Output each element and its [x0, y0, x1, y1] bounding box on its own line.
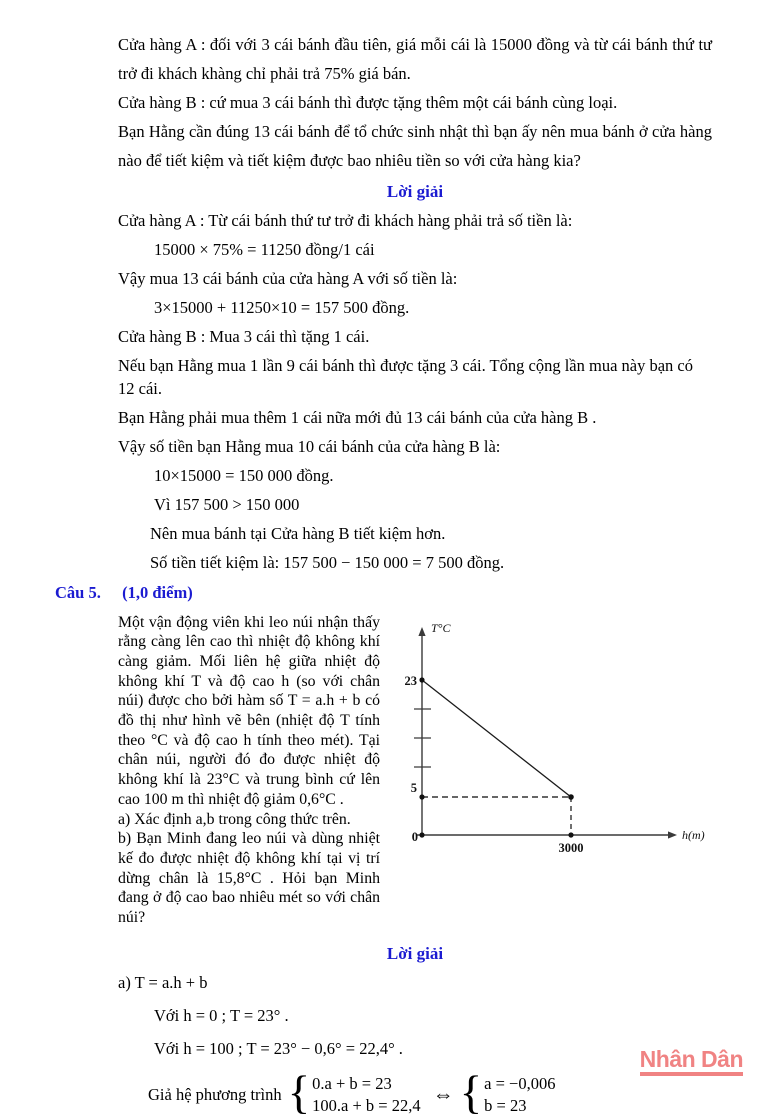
solution-line: Nếu bạn Hằng mua 1 lần 9 cái bánh thì được tặng 3 cái. Tổng cộng lần mua này bạn có 12 cái.: [118, 356, 693, 398]
question5-part-a: a) Xác định a,b trong công thức trên.: [118, 810, 351, 828]
solution-line: Vậy mua 13 cái bánh của cửa hàng A với số tiền là:: [118, 269, 458, 288]
solution-line: Bạn Hằng phải mua thêm 1 cái nữa mới đủ 13 cái bánh của cửa hàng B .: [118, 407, 597, 427]
solution-line: Vì 157 500 > 150 000: [154, 494, 300, 514]
solution-formula: 10×15000 = 150 000 đồng.: [154, 465, 334, 485]
solution-line: Vậy số tiền bạn Hằng mua 10 cái bánh của cửa hàng B là:: [118, 436, 501, 456]
x-tick-label-3000: 3000: [558, 840, 584, 855]
point-3000-5: [568, 794, 574, 800]
temperature-line: [422, 680, 571, 797]
nhandan-watermark-logo: Nhân Dân: [640, 1047, 743, 1076]
equation: a = −0,006: [484, 1073, 556, 1093]
question5-part-b: b) Bạn Minh đang leo núi và dùng nhiệt kế đo được nhiệt độ không khí tại vị trí dừng chân là 15,8°C . Hỏi bạn Minh đang ở độ cao bao nhiêu mét so với chân núi?: [118, 830, 380, 927]
solution-formula: 15000 × 75% = 11250 đồng/1 cái: [154, 240, 375, 259]
question5-block: [118, 613, 712, 928]
solution-line-h0: Với h = 0 ; T = 23° .: [154, 1005, 289, 1025]
solution-conclusion: Số tiền tiết kiệm là: 157 500 − 150 000 = 7 500 đồng.: [150, 552, 505, 572]
question5-solution: [118, 972, 712, 1119]
question-number: Câu 5.: [55, 582, 101, 602]
y-axis-label: T°C: [431, 620, 451, 635]
solution-line: Cửa hàng B : Mua 3 cái thì tặng 1 cái.: [118, 327, 370, 346]
point-origin: [419, 832, 424, 837]
y-axis-arrow: [418, 627, 425, 636]
temperature-altitude-graph: [381, 615, 712, 872]
x-axis-arrow: [668, 831, 677, 838]
y-tick-label-23: 23: [404, 673, 417, 688]
equation: b = 23: [484, 1095, 527, 1115]
solution-line-h100: Với h = 100 ; T = 23° − 0,6° = 22,4° .: [154, 1038, 403, 1058]
solution-header: Lời giải: [386, 943, 444, 963]
y-tick-label-0: 0: [411, 829, 418, 844]
solution-header: Lời giải: [386, 182, 444, 201]
question-points: (1,0 điểm): [122, 582, 193, 602]
right-brace: {: [459, 1066, 483, 1119]
question5-text: [118, 613, 380, 928]
y-tick-label-5: 5: [410, 780, 417, 795]
x-axis-label: h(m): [682, 827, 705, 842]
system-of-equations: [148, 1066, 712, 1119]
point-0-5: [419, 794, 424, 799]
solution-formula: 3×15000 + 11250×10 = 157 500 đồng.: [154, 298, 410, 317]
system-label: Giả hệ phương trình: [148, 1084, 282, 1104]
solution-line: Cửa hàng A : Từ cái bánh thứ tư trở đi khách hàng phải trả số tiền là:: [118, 211, 573, 230]
solution-conclusion: Nên mua bánh tại Cửa hàng B tiết kiệm hơn.: [150, 523, 446, 543]
point-3000-0: [568, 832, 573, 837]
line-chart: [381, 615, 712, 867]
point-0-23: [419, 677, 424, 682]
paragraph: Cửa hàng B : cứ mua 3 cái bánh thì được tặng thêm một cái bánh cùng loại.: [118, 93, 618, 112]
system-right-solutions: [484, 1073, 555, 1117]
problem4-statement: [118, 30, 712, 175]
system-left-equations: [312, 1073, 420, 1117]
equation: 0.a + b = 23: [312, 1073, 392, 1093]
paragraph: Cửa hàng A : đối với 3 cái bánh đầu tiên, giá mỗi cái là 15000 đồng và từ cái bánh thứ tư trở đi khách khàng chỉ phải trả 75% giá bán.: [118, 35, 712, 83]
paragraph: Bạn Hằng cần đúng 13 cái bánh để tổ chức sinh nhật thì bạn ấy nên mua bánh ở cửa hàng nào để tiết kiệm và tiết kiệm được bao nhiêu tiền so với cửa hàng kia?: [118, 122, 712, 170]
problem4-solution: [118, 210, 712, 574]
solution-line-a: a) T = a.h + b: [118, 972, 208, 992]
equation: 100.a + b = 22,4: [312, 1095, 421, 1115]
question5-heading: [55, 581, 712, 605]
question5-body: Một vận động viên khi leo núi nhận thấy rằng càng lên cao thì nhiệt độ không khí càng giảm. Mối liên hệ giữa nhiệt độ không khí T và độ cao h (so với chân núi) được cho bởi hàm số T = a.h + b có đồ thị như hình vẽ bên (nhiệt độ T tính theo °C và độ cao h tính theo mét). Tại chân núi, người đó đo được nhiệt độ không khí là 23°C và trung bình cứ lên cao 100 m thì nhiệt độ giảm 0,6°C .: [118, 613, 380, 808]
iff-symbol: ⇔: [432, 1082, 454, 1107]
left-brace: {: [287, 1066, 311, 1119]
